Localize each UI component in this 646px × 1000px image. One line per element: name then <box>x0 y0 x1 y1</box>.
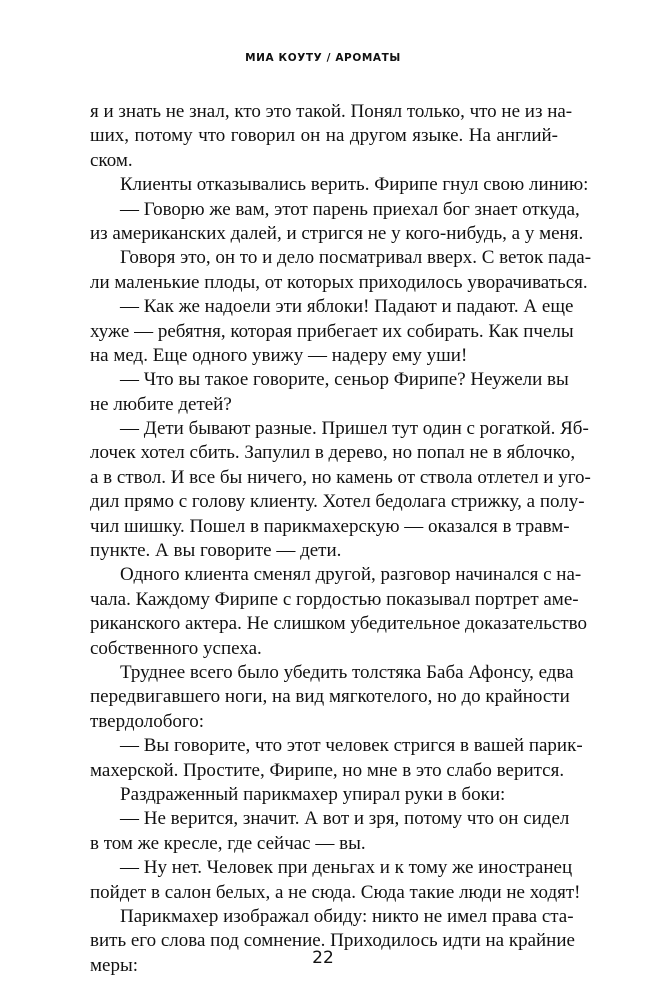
text-line: Одного клиента сменял другой, разговор начинался с на- <box>120 564 582 586</box>
text-line: передвигавшего ноги, на вид мягкотелого, но до крайности <box>90 686 570 708</box>
text-line: ском. <box>90 149 133 171</box>
text-line: пункте. А вы говорите — дети. <box>90 540 342 562</box>
text-line: — Вы говорите, что этот человек стригся в вашей парик- <box>120 735 583 757</box>
text-line: Раздраженный парикмахер упирал руки в боки: <box>120 783 506 805</box>
text-line: чил шишку. Пошел в парикмахерскую — оказался в травм- <box>90 515 570 537</box>
text-line: дил прямо с голову клиенту. Хотел бедолага стрижку, а полу- <box>90 491 585 513</box>
text-line: собственного успеха. <box>90 637 262 659</box>
text-line: твердолобого: <box>90 710 205 732</box>
text-line: Клиенты отказывались верить. Фирипе гнул свою линию: <box>120 174 589 196</box>
text-line: в том же кресле, где сейчас — вы. <box>90 832 366 854</box>
running-head: МИА КОУТУ / АРОМАТЫ <box>245 52 401 64</box>
text-line: — Что вы такое говорите, сеньор Фирипе? Неужели вы <box>120 369 569 391</box>
text-line: меры: <box>90 954 139 976</box>
text-line: — Говорю же вам, этот парень приехал бог знает откуда, <box>120 198 580 220</box>
text-line: — Дети бывают разные. Пришел тут один с рогаткой. Яб- <box>120 418 589 440</box>
text-line: я и знать не знал, кто это такой. Понял только, что не из на- <box>90 101 573 122</box>
text-line: Труднее всего было убедить толстяка Баба Афонсу, едва <box>120 661 574 683</box>
text-line: из американских далей, и стригся не у кого-нибудь, а у меня. <box>90 222 584 244</box>
text-line: пойдет в салон белых, а не сюда. Сюда такие люди не ходят! <box>90 881 581 903</box>
text-line: — Ну нет. Человек при деньгах и к тому же иностранец <box>120 857 573 879</box>
text-line: чала. Каждому Фирипе с гордостью показывал портрет аме- <box>90 588 579 610</box>
text-line: риканского актера. Не слишком убедительное доказательство <box>90 613 587 635</box>
text-line: вить его слова под сомнение. Приходилось идти на крайние <box>90 930 575 952</box>
text-line: хуже — ребятня, которая прибегает их собирать. Как пчелы <box>90 320 574 342</box>
text-line: Говоря это, он то и дело посматривал вверх. С веток пада- <box>120 247 592 269</box>
text-line: ших, потому что говорил он на другом языке. На англий- <box>90 125 558 147</box>
text-line: Парикмахер изображал обиду: никто не имел права ста- <box>120 905 574 927</box>
text-line: а в ствол. И все бы ничего, но камень от ствола отлетел и уго- <box>90 466 591 488</box>
text-line: лочек хотел сбить. Запулил в дерево, но попал не в яблочко, <box>90 442 576 464</box>
text-line: — Как же надоели эти яблоки! Падают и падают. А еще <box>120 296 574 318</box>
text-line: ли маленькие плоды, от которых приходилось уворачиваться. <box>90 271 588 293</box>
text-line: не любите детей? <box>90 393 232 415</box>
text-line: — Не верится, значит. А вот и зря, потому что он сидел <box>120 808 570 830</box>
text-line: махерской. Простите, Фирипе, но мне в это слабо верится. <box>90 759 565 781</box>
text-line: на мед. Еще одного увижу — надеру ему уши! <box>90 344 468 366</box>
page-number: 22 <box>312 948 334 968</box>
body-text <box>90 100 592 978</box>
